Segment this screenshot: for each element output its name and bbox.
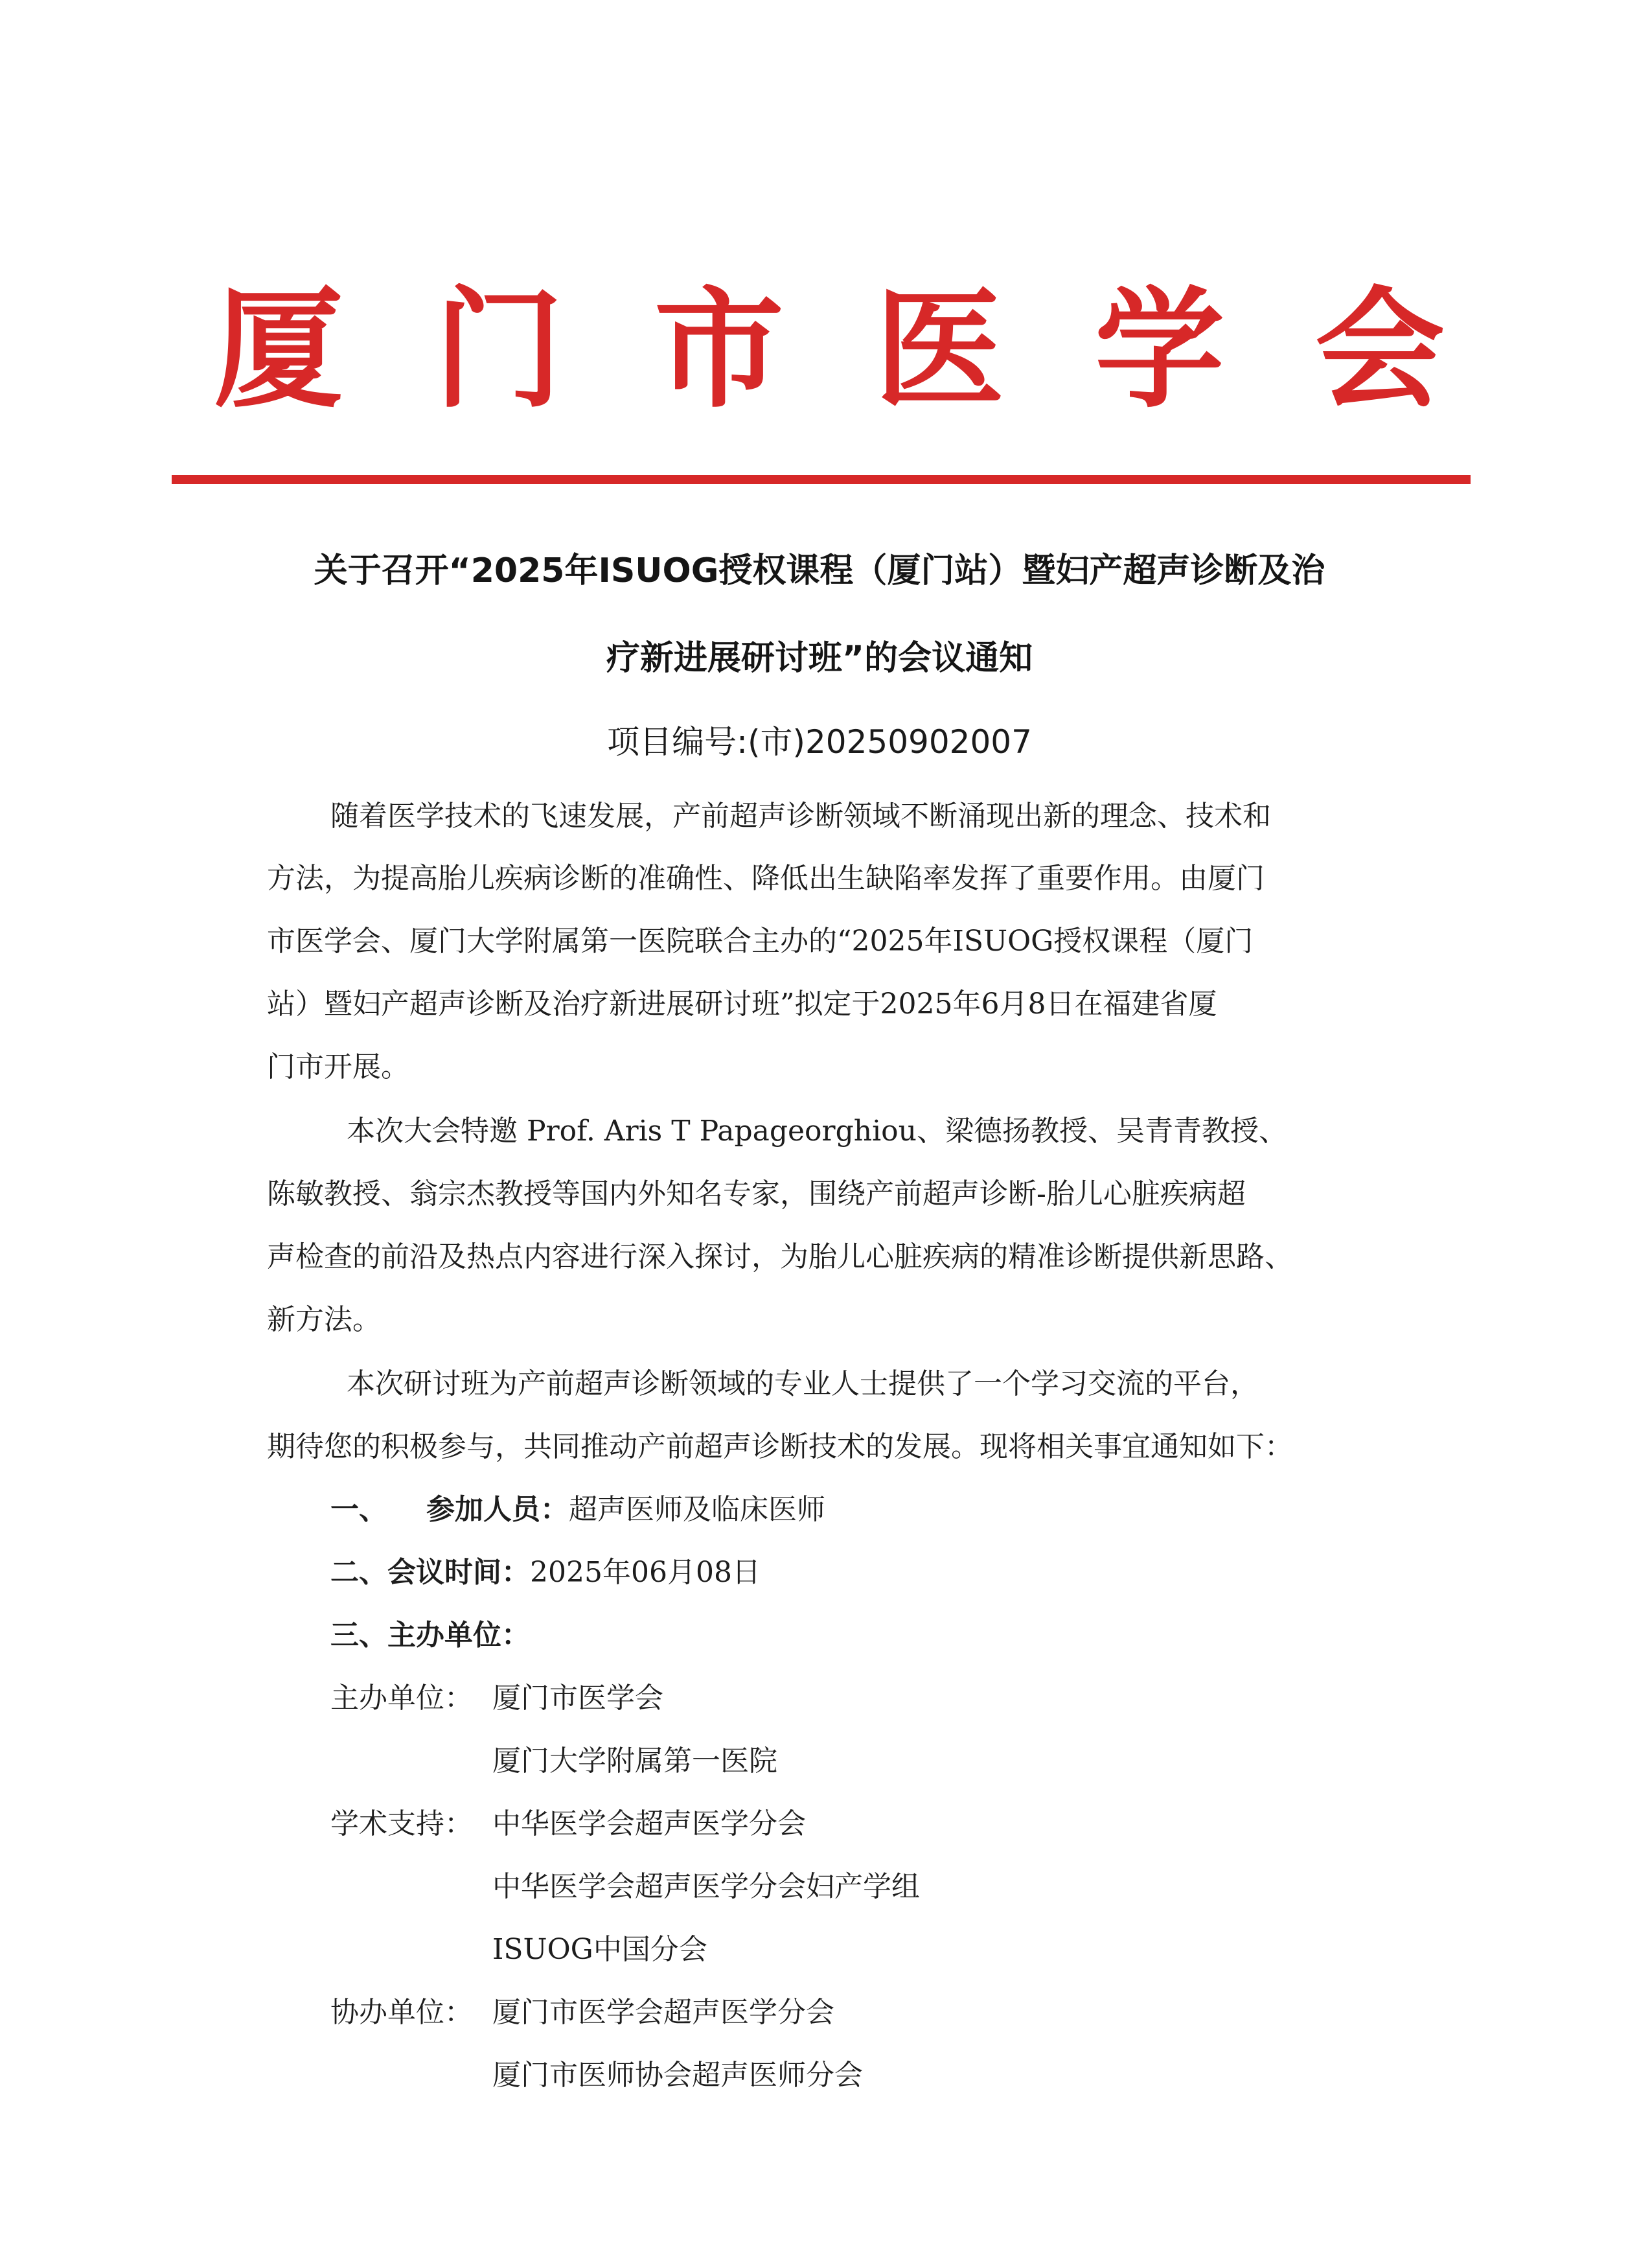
host-value: 厦门市医学会 <box>492 1682 663 1715</box>
paragraph-2-line: 本次大会特邀 Prof. Aris T Papageorghiou、梁德扬教授、吴青青教授、 <box>347 1115 1287 1148</box>
letterhead <box>214 272 1445 428</box>
letterhead-char: 会 <box>1314 273 1445 426</box>
academic-support-value: 中华医学会超声医学分会妇产学组 <box>492 1870 920 1903</box>
paragraph-1-line: 方法，为提高胎儿疾病诊断的准确性、降低出生缺陷率发挥了重要作用。由厦门 <box>267 862 1265 895</box>
organizers-heading: 三、主办单位： <box>330 1619 530 1652</box>
co-organizers-value: 厦门市医师协会超声医师分会 <box>492 2059 863 2092</box>
meeting-time-label: 二、会议时间： <box>330 1556 530 1589</box>
notice-title-line-2: 疗新进展研讨班”的会议通知 <box>606 639 1033 678</box>
letterhead-char: 学 <box>1094 273 1224 426</box>
academic-support-label: 学术支持： <box>330 1807 473 1840</box>
letterhead-char: 医 <box>874 273 1004 426</box>
project-number: 项目编号:(市)20250902007 <box>607 723 1032 761</box>
letterhead-char: 门 <box>433 273 564 426</box>
letterhead-red-rule <box>172 475 1471 484</box>
academic-support-value: 中华医学会超声医学分会 <box>492 1807 806 1840</box>
letterhead-char: 市 <box>654 273 784 426</box>
paragraph-2-line: 声检查的前沿及热点内容进行深入探讨，为胎儿心脏疾病的精准诊断提供新思路、 <box>267 1240 1293 1273</box>
letterhead-char: 厦 <box>214 273 344 426</box>
academic-support-value: ISUOG中国分会 <box>492 1933 707 1966</box>
participants-value: 超声医师及临床医师 <box>569 1493 825 1526</box>
paragraph-3-line: 本次研讨班为产前超声诊断领域的专业人士提供了一个学习交流的平台， <box>347 1367 1259 1400</box>
paragraph-1-line: 站）暨妇产超声诊断及治疗新进展研讨班”拟定于2025年6月8日在福建省厦 <box>267 988 1217 1021</box>
notice-title-line-1: 关于召开“2025年ISUOG授权课程（厦门站）暨妇产超声诊断及治 <box>314 551 1325 590</box>
co-organizers-label: 协办单位： <box>330 1996 473 2029</box>
paragraph-1-line: 随着医学技术的飞速发展，产前超声诊断领域不断涌现出新的理念、技术和 <box>330 800 1271 833</box>
paragraph-1-line: 门市开展。 <box>267 1050 409 1083</box>
participants-number: 一、 <box>330 1493 387 1526</box>
meeting-time-item <box>330 1555 761 1590</box>
paragraph-1-line: 市医学会、厦门大学附属第一医院联合主办的“2025年ISUOG授权课程（厦门 <box>267 925 1254 958</box>
host-label: 主办单位： <box>330 1682 473 1715</box>
meeting-time-value: 2025年06月08日 <box>530 1556 761 1589</box>
paragraph-2-line: 新方法。 <box>267 1303 381 1336</box>
participants-label: 参加人员： <box>426 1493 569 1526</box>
co-organizers-value: 厦门市医学会超声医学分会 <box>492 1996 834 2029</box>
paragraph-3-line: 期待您的积极参与，共同推动产前超声诊断技术的发展。现将相关事宜通知如下： <box>267 1430 1293 1463</box>
paragraph-2-line: 陈敏教授、翁宗杰教授等国内外知名专家，围绕产前超声诊断-胎儿心脏疾病超 <box>267 1177 1246 1210</box>
participants-item <box>330 1492 825 1527</box>
host-value: 厦门大学附属第一医院 <box>492 1744 777 1777</box>
